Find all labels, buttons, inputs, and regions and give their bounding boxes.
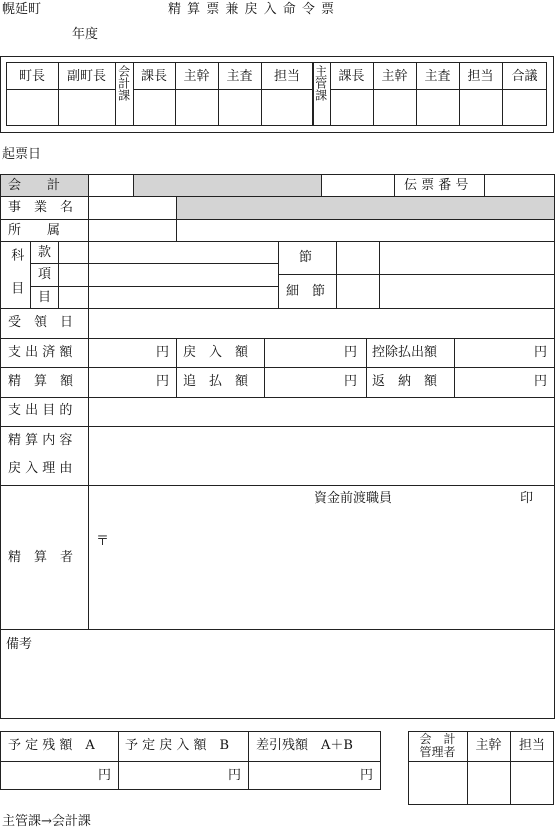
label-manager-chief: 主幹 xyxy=(475,738,502,753)
label-settler: 精 算 者 xyxy=(8,550,74,565)
stamp-label-supervisor: 主査 xyxy=(226,69,253,84)
stamp-label-section-chief: 課長 xyxy=(140,69,167,84)
stamp-label-mayor: 町長 xyxy=(18,69,45,84)
fiscal-year-label: 年度 xyxy=(72,27,99,42)
label-paid-amount: 支 出 済 額 xyxy=(8,345,73,360)
label-refund-amount: 戻 入 額 xyxy=(183,345,249,360)
label-deduction-paid: 控除払出額 xyxy=(372,345,438,360)
label-manager-staff: 担当 xyxy=(518,738,545,753)
yen-paid-amount: 円 xyxy=(156,345,170,360)
label-planned-refund: 予 定 戻 入 額 B xyxy=(125,738,230,753)
yen-refund-amount: 円 xyxy=(344,345,358,360)
yen-net-balance: 円 xyxy=(360,768,374,783)
seal-mark: 印 xyxy=(520,491,534,506)
stamp-label-consultation: 合議 xyxy=(511,69,538,84)
stamp-label-mgr-chief: 主幹 xyxy=(381,69,408,84)
label-accounting: 会 計 xyxy=(8,178,61,193)
label-kan: 款 xyxy=(38,245,52,260)
label-planned-balance: 予 定 残 額 A xyxy=(8,738,95,753)
label-purpose: 支 出 目 的 xyxy=(8,403,73,418)
label-fund-staff: 資金前渡職員 xyxy=(314,491,393,506)
stamp-label-staff: 担当 xyxy=(273,69,300,84)
label-project-name: 事 業 名 xyxy=(8,200,74,215)
yen-deduction-paid: 円 xyxy=(534,345,548,360)
stamp-label-chief: 主幹 xyxy=(183,69,210,84)
label-receipt-date: 受 領 日 xyxy=(8,315,74,330)
label-saisetsu: 細 節 xyxy=(286,284,326,299)
stamp-label-accounting-section: 会計課 xyxy=(116,65,131,101)
stamp-label-managing-section: 主管課 xyxy=(313,65,328,101)
label-moku: 目 xyxy=(38,290,52,305)
label-setsu: 節 xyxy=(299,250,313,265)
stamp-label-mgr-supervisor: 主査 xyxy=(424,69,451,84)
yen-returned-amount: 円 xyxy=(534,374,548,389)
label-voucher-number: 伝 票 番 号 xyxy=(404,178,469,193)
label-accounting-manager: 会 計 管理者 xyxy=(419,732,456,759)
label-remarks: 備考 xyxy=(6,637,33,652)
label-returned-amount: 返 納 額 xyxy=(372,374,438,389)
form-title: 精 算 票 兼 戻 入 命 令 票 xyxy=(168,2,336,17)
stamp-label-mgr-staff: 担当 xyxy=(467,69,494,84)
label-department: 所 属 xyxy=(8,223,61,238)
yen-planned-balance: 円 xyxy=(98,768,112,783)
stamp-label-mgr-section-chief: 課長 xyxy=(338,69,365,84)
label-net-balance: 差引残額 A＋B xyxy=(256,738,353,753)
label-account: 科目 xyxy=(8,248,24,314)
yen-settled-amount: 円 xyxy=(156,374,170,389)
label-kou: 項 xyxy=(38,267,52,282)
routing-note: 主管課→会計課 xyxy=(2,814,91,829)
stamp-label-deputy-mayor: 副町長 xyxy=(66,69,106,84)
town-name: 幌延町 xyxy=(2,2,42,17)
yen-planned-refund: 円 xyxy=(228,768,242,783)
postal-mark: 〒 xyxy=(96,534,110,549)
label-additional-payment: 追 払 額 xyxy=(183,374,249,389)
yen-additional-payment: 円 xyxy=(344,374,358,389)
label-settled-amount: 精 算 額 xyxy=(8,374,74,389)
label-refund-reason: 戻 入 理 由 xyxy=(8,461,73,476)
label-settlement-detail: 精 算 内 容 xyxy=(8,433,73,448)
issue-date-label: 起票日 xyxy=(2,147,42,162)
